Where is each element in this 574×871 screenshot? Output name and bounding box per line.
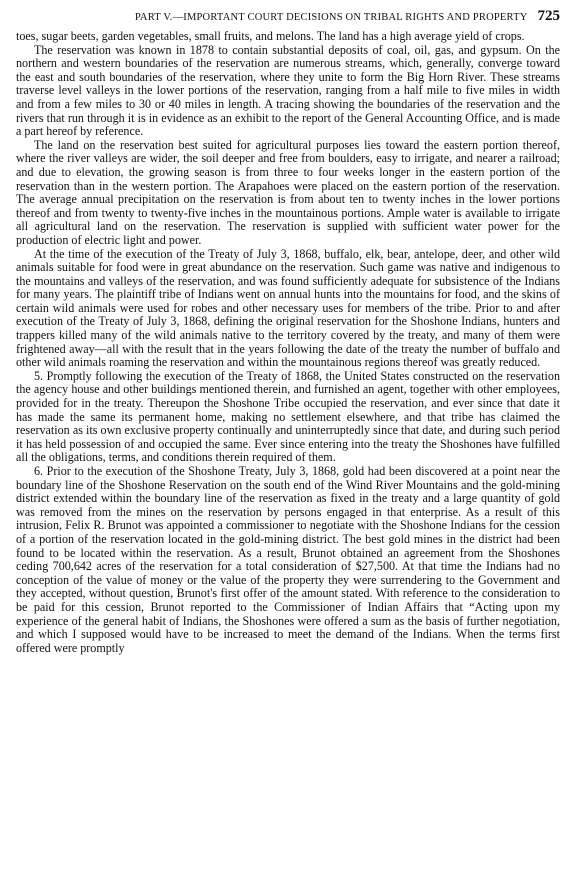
paragraph-agricultural-land: The land on the reservation best suited for agricultural purposes lies toward the eastern portion thereof, where the river valleys are wider, the soil deeper and free from boulders, easy to irrigate, and nearer a railroad; and due to elevation, the growing season is from three to four weeks longer in the eastern portion of the reservation than in the western portion. The Arapahoes were placed on the eastern portion of the reservation. The average annual precipitation on the reservation is from about ten to twenty inches in the lower portions thereof and from twenty to twenty-five inches in the mountainous portions. Ample water is available to irrigate all agricultural land on the reservation. The reservation is supplied with sufficient water power for the production of electric light and power. bbox=[16, 137, 560, 247]
page-number: 725 bbox=[537, 8, 560, 24]
running-title: PART V.—IMPORTANT COURT DECISIONS ON TRIBAL RIGHTS AND PROPERTY bbox=[134, 12, 528, 23]
paragraph-mineral-deposits: The reservation was known in 1878 to contain substantial deposits of coal, oil, gas, and gypsum. On the northern and western boundaries of the reservation are numerous streams, which, generally, converge toward the east and south boundaries of the reservation, where they unite to form the Big Horn River. These streams traverse level valleys in the lower portions of the reservation, ranging from a half mile to five miles in width and from a few miles to 30 or 40 miles in length. A tracing showing the boundaries of the reservation and the rivers that run through it is in evidence as an exhibit to the report of the General Accounting Office, and is made a part hereof by reference. bbox=[16, 42, 560, 139]
paragraph-finding-5: 5. Promptly following the execution of the Treaty of 1868, the United States constructed on the reservation the agency house and other buildings mentioned therein, and furnished an agent, together with other employees, provided for in the treaty. Thereupon the Shoshone Tribe occupied the reservation, and ever since that date it has made the same its permanent home, making no settlement elsewhere, and that tribe has claimed the reservation as its own exclusive property continually and uninterruptedly since that date, and during such period it has held possession of and occupied the same. Ever since entering into the treaty the Shoshones have fulfilled all the obligations, terms, and conditions therein required of them. bbox=[16, 368, 560, 465]
paragraph-finding-6: 6. Prior to the execution of the Shoshone Treaty, July 3, 1868, gold had been discovered at a point near the boundary line of the Shoshone Reservation on the south end of the Wind River Mountains and the gold-mining district extended within the boundary line of the reservation as fixed in the treaty and a large quantity of gold was removed from the mines on the reservation by persons engaged in that enterprise. As a result of this intrusion, Felix R. Brunot was appointed a commissioner to negotiate with the Shoshone Indians for the cession of a portion of the reservation located in the gold-mining district. The best gold mines in the district had been found to be located within the reservation. As a result, Brunot obtained an agreement from the Shoshones ceding 700,642 acres of the reservation for a total consideration of $27,500. At that time the Indians had no conception of the value of money or the value of the property they were surrendering to the Government and they accepted, without question, Brunot's first offer of the amount stated. With reference to the consideration to be paid for this cession, Brunot reported to the Commissioner of Indian Affairs that “Acting upon my experience of the general habit of Indians, the Shoshones were offered a sum as the basis of further negotiation, and which I supposed would have to be increased to meet the demand of the Indians. When the terms first offered were promptly bbox=[16, 464, 560, 655]
paragraph-wild-game: At the time of the execution of the Treaty of July 3, 1868, buffalo, elk, bear, antelope, deer, and other wild animals suitable for food were in great abundance on the reservation. Such game was native and indigenous to the mountains and valleys of the reservation, and was found sufficiently adequate for subsistence of the Indians for many years. The plaintiff tribe of Indians went on annual hunts into the mountains for food, and the skins of certain wild animals were used for robes and other necessary uses for members of the tribe. Prior to and after execution of the Treaty of July 3, 1868, defining the original reservation for the Shoshone Indians, hunters and trappers killed many of the wild animals native to the territory covered by the treaty, and many of them were frightened away—all with the result that in the years following the date of the treaty the number of buffalo and other wild animals roaming the reservation and within the mountainous regions thereof was greatly reduced. bbox=[16, 246, 560, 370]
paragraph-continued: toes, sugar beets, garden vegetables, small fruits, and melons. The land has a high average yield of crops. bbox=[16, 29, 525, 43]
body-text bbox=[16, 30, 560, 655]
running-header bbox=[16, 8, 560, 25]
